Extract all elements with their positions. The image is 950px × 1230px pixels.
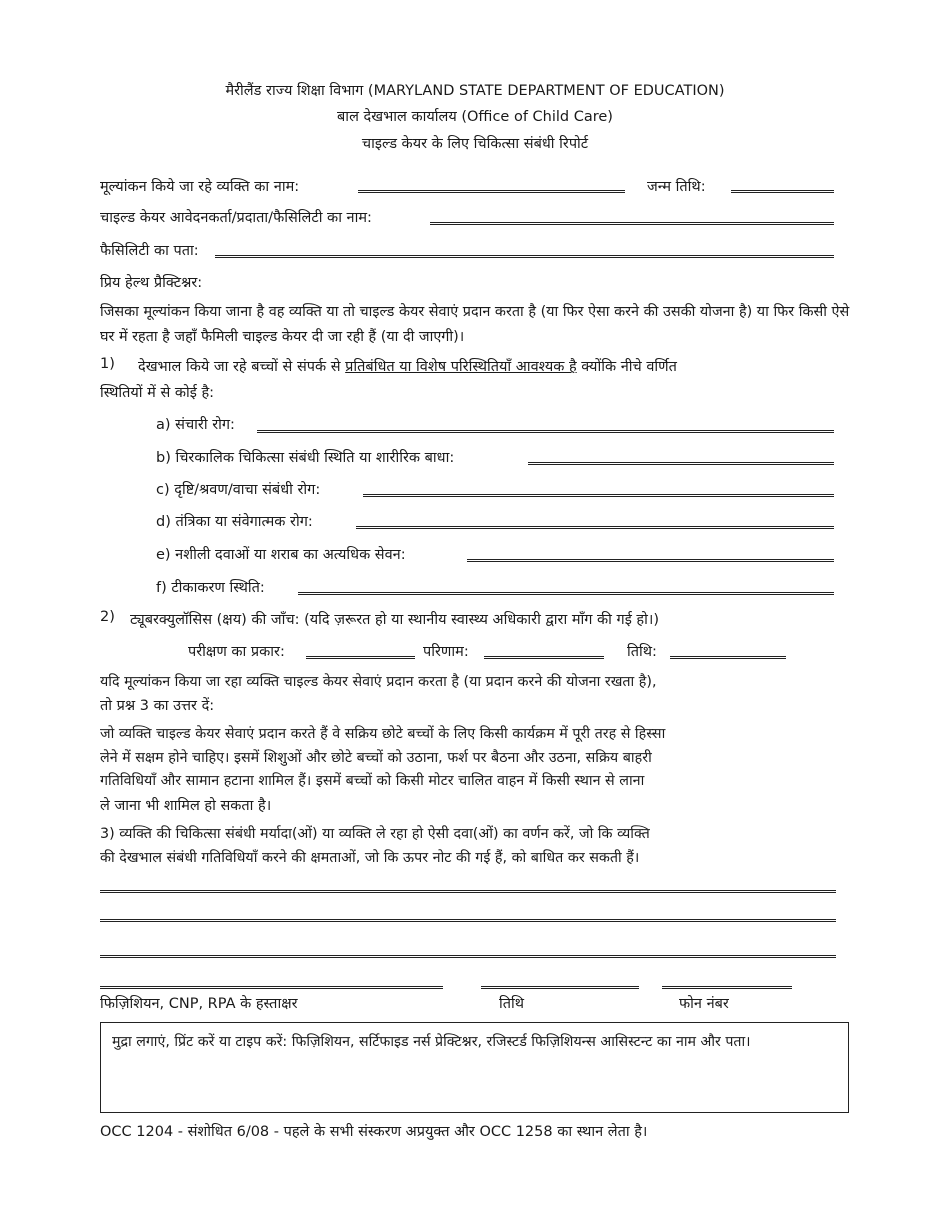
q2-text: ट्यूबरक्युलॉसिस (क्षय) की जाँच: (यदि ज़रूरत हो या स्थानीय स्वास्थ्य अधिकारी द्वारा माँग की गई हो।) xyxy=(130,612,660,628)
requirements-line1: जो व्यक्ति चाइल्ड केयर सेवाएं प्रदान करते हैं वे सक्रिय छोटे बच्चों के लिए किसी कार्यक्रम में पूरी तरह से हिस्सा xyxy=(100,726,666,742)
instruction-line2: तो प्रश्न 3 का उत्तर दें: xyxy=(100,698,215,714)
tb-result-field[interactable] xyxy=(484,656,604,659)
q1-item-b-field[interactable] xyxy=(528,462,834,465)
q1-text-before: देखभाल किये जा रहे बच्चों से संपर्क से xyxy=(138,359,341,375)
physician-signature-label: फिज़िशियन, CNP, RPA के हस्ताक्षर xyxy=(100,996,298,1012)
tb-date-field[interactable] xyxy=(670,656,786,659)
instruction-line1: यदि मूल्यांकन किया जा रहा व्यक्ति चाइल्ड केयर सेवाएं प्रदान करता है (या प्रदान करने की योजना रखता है), xyxy=(100,674,657,690)
q1-item-d-label: d) तंत्रिका या संवेगात्मक रोग: xyxy=(156,514,313,530)
q1-item-c-field[interactable] xyxy=(363,494,834,497)
phone-label: फोन नंबर xyxy=(679,996,729,1012)
intro-paragraph: जिसका मूल्यांकन किया जाना है वह व्यक्ति या तो चाइल्ड केयर सेवाएं प्रदान करता है (या फिर ऐसा करने की उसकी योजना है) या फिर किसी ऐसे घर में रहता है जहाँ फैमिली चाइल्ड केयर दी जा रही हैं (या दी जाएगी)। xyxy=(100,304,850,345)
stamp-box[interactable] xyxy=(100,1022,849,1113)
dob-label: जन्म तिथि: xyxy=(647,179,706,195)
q3-answer-line-3[interactable] xyxy=(100,955,836,958)
facility-name-field[interactable] xyxy=(430,222,834,225)
q1-item-c-label: c) दृष्टि/श्रवण/वाचा संबंधी रोग: xyxy=(156,482,321,498)
q1-text-underlined: प्रतिबंधित या विशेष परिस्थितियाँ आवश्यक है xyxy=(345,359,577,375)
q1-item-a-field[interactable] xyxy=(257,430,834,433)
dob-field[interactable] xyxy=(731,190,834,193)
requirements-line3: गतिविधियाँ और सामान हटाना शामिल हैं। इसमें बच्चों को किसी मोटर चालित वाहन में किसी स्थान से लाना xyxy=(100,773,645,789)
requirements-line4: ले जाना भी शामिल हो सकता है। xyxy=(100,798,272,814)
signature-date-field[interactable] xyxy=(481,986,639,989)
tb-date-label: तिथि: xyxy=(627,644,657,660)
facility-address-label: फैसिलिटी का पता: xyxy=(100,243,199,259)
q3-answer-line-1[interactable] xyxy=(100,890,836,893)
facility-name-label: चाइल्ड केयर आवेदनकर्ता/प्रदाता/फैसिलिटी का नाम: xyxy=(100,210,372,226)
q1-item-f-field[interactable] xyxy=(298,592,834,595)
q1-text-after: क्योंकि नीचे वर्णित xyxy=(581,359,677,375)
tb-test-type-label: परीक्षण का प्रकार: xyxy=(188,644,285,660)
person-name-field[interactable] xyxy=(358,190,625,193)
person-name-label: मूल्यांकन किये जा रहे व्यक्ति का नाम: xyxy=(100,179,300,195)
q2-number: 2) xyxy=(100,609,115,625)
header-title-2: बाल देखभाल कार्यालय (Office of Child Care) xyxy=(337,109,613,125)
phone-field[interactable] xyxy=(662,986,792,989)
tb-test-type-field[interactable] xyxy=(306,656,415,659)
q3-line2: की देखभाल संबंधी गतिविधियाँ करने की क्षमताओं, जो कि ऊपर नोट की गई हैं, को बाधित कर सकती हैं। xyxy=(100,850,640,866)
q1-item-b-label: b) चिरकालिक चिकित्सा संबंधी स्थिति या शारीरिक बाधा: xyxy=(156,450,455,466)
stamp-box-instructions: मुद्रा लगाएं, प्रिंट करें या टाइप करें: फिज़िशियन, सर्टिफाइड नर्स प्रेक्टिश्नर, रजिस्टर्ड फिज़िशियन्स आसिस्टन्ट का नाम और पता। xyxy=(112,1034,751,1050)
requirements-line2: लेने में सक्षम होने चाहिए। इसमें शिशुओं और छोटे बच्चों को उठाना, फर्श पर बैठना और उठना, सक्रिय बाहरी xyxy=(100,750,652,766)
q1-text xyxy=(138,356,677,376)
q1-text-line2: स्थितियों में से कोई है: xyxy=(100,385,215,401)
q1-item-a-label: a) संचारी रोग: xyxy=(156,417,235,433)
page-title: चाइल्ड केयर के लिए चिकित्सा संबंधी रिपोर्ट xyxy=(361,136,589,152)
q3-answer-line-2[interactable] xyxy=(100,919,836,922)
physician-signature-field[interactable] xyxy=(100,986,443,989)
q1-number: 1) xyxy=(100,356,115,372)
facility-address-field[interactable] xyxy=(215,255,834,258)
q1-item-e-field[interactable] xyxy=(467,559,834,562)
salutation: प्रिय हेल्थ प्रैक्टिश्नर: xyxy=(100,275,203,291)
tb-result-label: परिणाम: xyxy=(423,644,469,660)
signature-date-label: तिथि xyxy=(499,996,525,1012)
header-title-1: मैरीलैंड राज्य शिक्षा विभाग (MARYLAND STATE DEPARTMENT OF EDUCATION) xyxy=(225,83,725,99)
q3-line1: 3) व्यक्ति की चिकित्सा संबंधी मर्यादा(ओं) या व्यक्ति ले रहा हो ऐसी दवा(ओं) का वर्णन करें, जो कि व्यक्ति xyxy=(100,826,650,842)
q1-item-d-field[interactable] xyxy=(356,526,834,529)
q1-item-e-label: e) नशीली दवाओं या शराब का अत्यधिक सेवन: xyxy=(156,547,406,563)
q1-item-f-label: f) टीकाकरण स्थिति: xyxy=(156,580,265,596)
form-footer: OCC 1204 - संशोधित 6/08 - पहले के सभी संस्करण अप्रयुक्त और OCC 1258 का स्थान लेता है। xyxy=(100,1124,648,1140)
